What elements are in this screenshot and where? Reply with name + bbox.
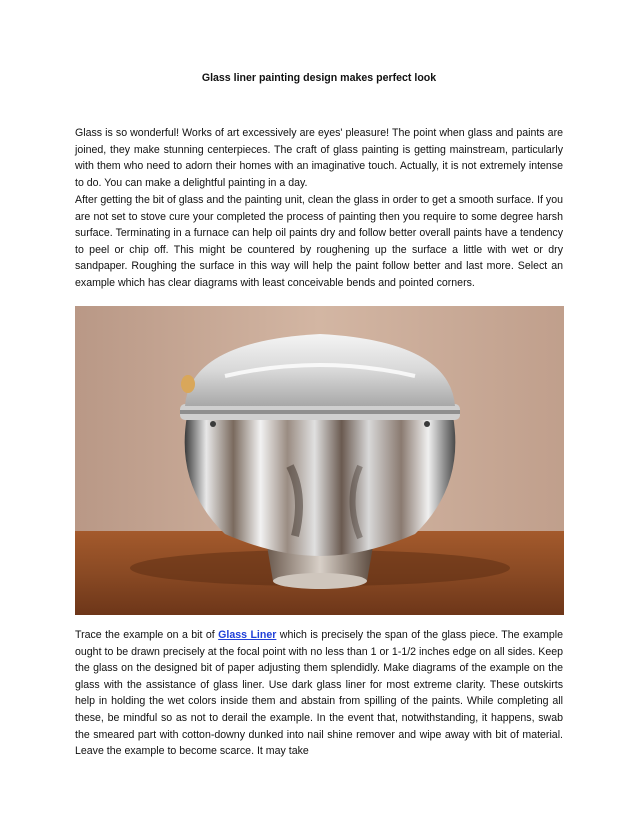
paragraph-tracing [75,627,563,760]
paragraph-intro: Glass is so wonderful! Works of art excessively are eyes' pleasure! The point when glass and paints are joined, they make stunning centerpieces. The craft of glass painting is getting mainstream, particularly with them who need to adorn their homes with an imaginative touch. Actually, it is not extremely intense to do. You can make a delightful painting in a day. [75,127,563,189]
paragraph-tracing-rest: which is precisely the span of the glass piece. The example ought to be drawn precisely at the focal point with no less than 1 or 1-1/2 inches edge on all sides. Keep the glass on the designed bit of paper adjusting them splendidly. Make diagrams of the example on the glass with the assistance of glass liner. Use dark glass liner for most extreme clarity. These outskirts help in holding the wet colors inside them and abstain from spilling of the paints. While completing all these, be mindful so as not to derail the example. In the event that, notwithstanding, it happens, swab the smeared part with cotton-downy dunked into nail shine remover and wipe away with bit of material. Leave the example to become scarce. It may take [75,629,564,758]
container-photo-illustration [75,306,564,615]
paragraph-tracing-start: Trace the example on a bit of [75,629,219,641]
paragraph-preparation: After getting the bit of glass and the painting unit, clean the glass in order to get a smooth surface. If you are not set to stove cure your completed the process of painting then you require to some degree harsh surface. Terminating in a furnace can help oil paints dry and follow better overall paints have a tendency to peel or chip off. This might be countered by roughening up the surface a little with wet or dry sandpaper. Roughing the surface in this way will help the paint follow better and last more. Select an example which has clear diagrams with least conceivable bends and pointed corners. [75,194,563,289]
steel-container-photo [75,306,564,615]
document-title: Glass liner painting design makes perfect look [201,72,437,84]
glass-liner-link[interactable]: Glass Liner [218,629,277,641]
